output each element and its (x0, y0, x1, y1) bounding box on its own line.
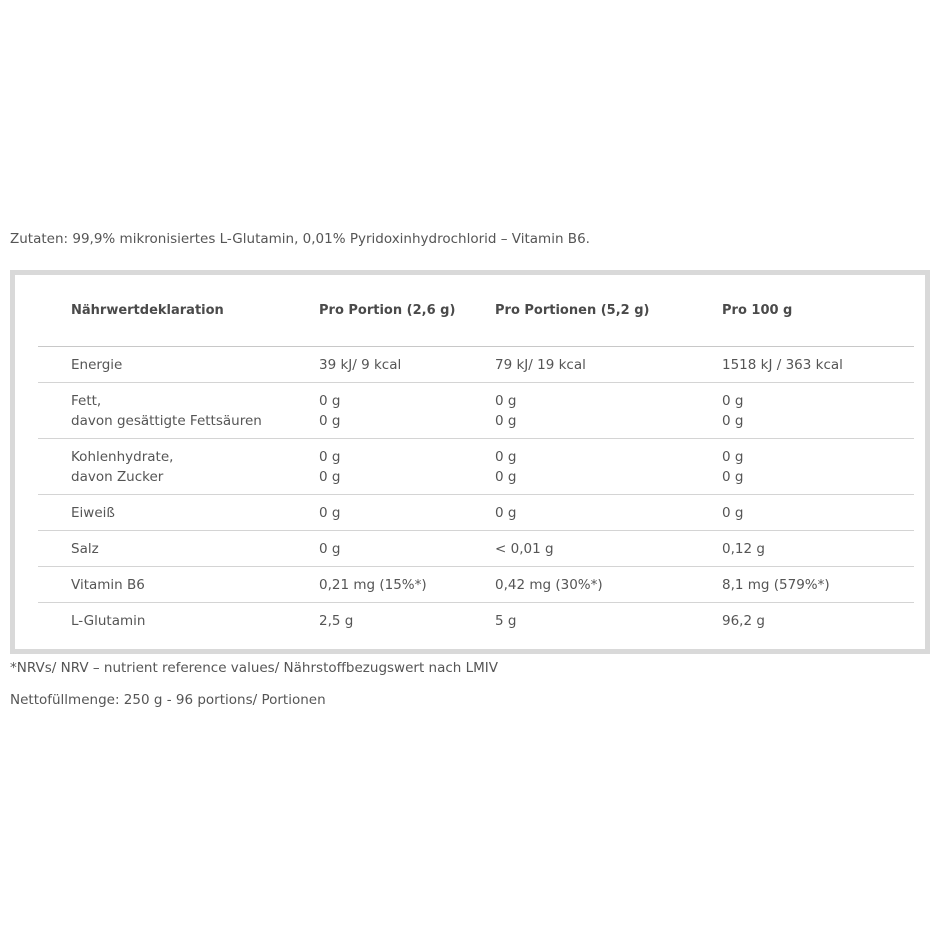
nutrient-name-cell (38, 439, 319, 495)
per-double-portion-cell (495, 383, 722, 439)
net-contents-text: Nettofüllmenge: 250 g - 96 portions/ Portionen (10, 692, 326, 708)
table-row (38, 567, 914, 603)
cell-text: 0,12 g (722, 540, 765, 557)
per-double-portion-cell (495, 495, 722, 531)
nutrient-name-cell (38, 495, 319, 531)
cell-text: 0 g (319, 448, 341, 465)
per-100g-cell (722, 347, 914, 383)
header-nutrition-declaration: Nährwertdeklaration (38, 275, 319, 347)
cell-text: 2,5 g (319, 612, 354, 629)
cell-text: 0 g (722, 448, 744, 465)
cell-text: davon gesättigte Fettsäuren (71, 412, 262, 429)
ingredients-text: Zutaten: 99,9% mikronisiertes L-Glutamin, 0,01% Pyridoxinhydrochlorid – Vitamin B6. (10, 231, 590, 247)
table-row (38, 383, 914, 439)
cell-text: 0 g (495, 504, 517, 521)
per-100g-cell (722, 383, 914, 439)
nutrient-name-cell (38, 567, 319, 603)
nutrient-name-cell (38, 383, 319, 439)
nutrient-name-cell (38, 531, 319, 567)
cell-text: 1518 kJ / 363 kcal (722, 356, 843, 373)
table-row (38, 439, 914, 495)
header-per-double-portion: Pro Portionen (5,2 g) (495, 275, 722, 347)
cell-text: 0 g (495, 392, 517, 409)
cell-text: 0 g (722, 412, 744, 429)
per-100g-cell (722, 567, 914, 603)
cell-text: 39 kJ/ 9 kcal (319, 356, 402, 373)
per-portion-cell (319, 495, 495, 531)
cell-text: 79 kJ/ 19 kcal (495, 356, 586, 373)
cell-text: 0 g (495, 412, 517, 429)
cell-text: 0 g (495, 448, 517, 465)
header-per-portion: Pro Portion (2,6 g) (319, 275, 495, 347)
cell-text: 0 g (319, 468, 341, 485)
cell-text: 0 g (722, 468, 744, 485)
nutrient-name-cell (38, 603, 319, 639)
table-row (38, 347, 914, 383)
table-body (38, 347, 914, 639)
cell-text: < 0,01 g (495, 540, 554, 557)
per-portion-cell (319, 439, 495, 495)
cell-text: 0 g (722, 392, 744, 409)
cell-text: 5 g (495, 612, 517, 629)
cell-text: Fett, (71, 392, 102, 409)
per-100g-cell (722, 531, 914, 567)
per-portion-cell (319, 567, 495, 603)
cell-text: 96,2 g (722, 612, 765, 629)
per-double-portion-cell (495, 347, 722, 383)
cell-text: 0 g (319, 540, 341, 557)
cell-text: 8,1 mg (579%*) (722, 576, 830, 593)
per-portion-cell (319, 603, 495, 639)
per-100g-cell (722, 495, 914, 531)
table-row (38, 531, 914, 567)
nutrient-name-cell (38, 347, 319, 383)
table-row (38, 495, 914, 531)
cell-text: 0 g (495, 468, 517, 485)
table-row (38, 603, 914, 639)
nrv-footnote: *NRVs/ NRV – nutrient reference values/ Nährstoffbezugswert nach LMIV (10, 660, 499, 676)
nutrition-table (38, 275, 914, 638)
per-portion-cell (319, 383, 495, 439)
table-header-row (38, 275, 914, 347)
cell-text: Eiweiß (71, 504, 115, 521)
per-double-portion-cell (495, 567, 722, 603)
cell-text: 0,21 mg (15%*) (319, 576, 427, 593)
cell-text: Vitamin B6 (71, 576, 145, 593)
per-double-portion-cell (495, 603, 722, 639)
cell-text: 0 g (319, 392, 341, 409)
per-portion-cell (319, 347, 495, 383)
cell-text: davon Zucker (71, 468, 164, 485)
cell-text: 0,42 mg (30%*) (495, 576, 603, 593)
cell-text: 0 g (722, 504, 744, 521)
cell-text: Kohlenhydrate, (71, 448, 174, 465)
cell-text: Salz (71, 540, 99, 557)
nutrition-table-box (10, 270, 930, 654)
header-per-100g: Pro 100 g (722, 275, 914, 347)
per-100g-cell (722, 439, 914, 495)
per-portion-cell (319, 531, 495, 567)
per-double-portion-cell (495, 439, 722, 495)
cell-text: Energie (71, 356, 123, 373)
per-100g-cell (722, 603, 914, 639)
per-double-portion-cell (495, 531, 722, 567)
cell-text: 0 g (319, 412, 341, 429)
cell-text: 0 g (319, 504, 341, 521)
cell-text: L-Glutamin (71, 612, 146, 629)
